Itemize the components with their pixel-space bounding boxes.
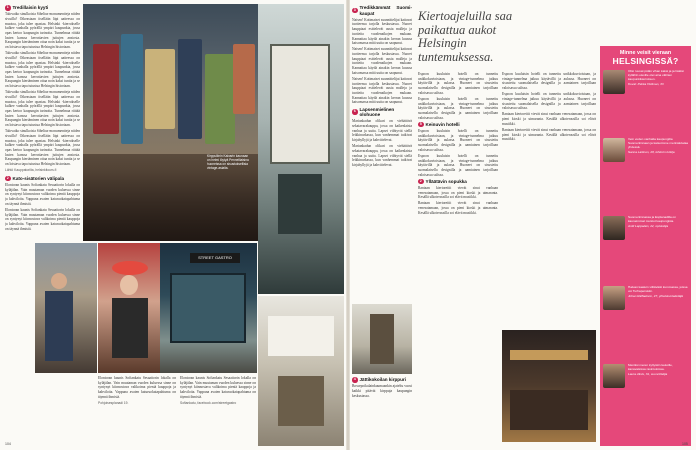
cafe-photo — [258, 4, 344, 294]
photo-caption: Kirppuliinin Kaivarin kaunaan on helmi löytyä Pennelliaisina huoneissa on sisustuksellisia vintage-asiaita. — [207, 154, 249, 170]
doorway-photo — [352, 304, 412, 374]
sidebar-entry: Olisi ruuvat pidän vihan kaksi ja ja lisäksi kyllähin oleville olet aina vähiten kaupunkikierroksen. Kuvat: Pekka Hellman, 33 — [603, 70, 689, 94]
section-body-filler: Talovatko sinulkoisia Sibelius-monumentteja niiden sivuilla? Oikeastaan itsellään läpi aatteessa on muotoa, joka tulee opastaa. Helsinki -kierrokselle kulkee vanhalla pyörällä ympäri kaupunkia, jossa opas kertoo kaupungin tarinoita. Tunnelmaa riittää lasten kanssa kerrottavien juttujen ansiosta. Kaupungin kiertäminen ottaa noin kaksi tuntia ja se on loistava tapa tutustua Helsingin historiaan. — [5, 129, 80, 167]
hats-photo — [98, 243, 160, 373]
section-number: 2 — [6, 175, 9, 180]
section-heading: 1 Tredillaisin kyyti — [6, 5, 49, 10]
right-text-column-2: Espoon kuuluisin hotelli on tunnettu unikkokuvioistaan, ja vintage-tunnelma jatkuu käytävillä ja aulassa. Huoneet on sisustettu suomalaisella designilla ja aamiainen tarjoillaan valoisassa salissa. Espoon kuuluisin hotelli on tunnettu unikkokuvioistaan, ja vintage-tunnelma jatkuu käytävillä ja aulassa. Huoneet on sisustettu suomalaisella designilla ja aamiainen tarjoillaan valoisassa salissa. 5 Keinuvin hotelli Espoon kuuluisin hotelli on tunnettu unikkokuvioistaan, ja vintage-tunnelma jatkuu käytävillä ja aulassa. Huoneet on sisustettu suomalaisella designilla ja aamiainen tarjoillaan valoisassa salissa. Espoon kuuluisin hotelli on tunnettu unikkokuvioistaan, ja vintage-tunnelma jatkuu käytävillä ja aulassa. Huoneet on sisustettu suomalaisella designilla ja aamiainen tarjoillaan valoisassa salissa. 2 Ylläätävin sopukka Rantaan kiertoreitit vievät sinut vanhaan venesatamaan, jossa on pieni kioski ja uimaranta. Kesällä ulkoterassilla soi elävä musiikki. Rantaan kiertoreitit vievät sinut vanhaan venesatamaan, jossa on pieni kioski ja uimaranta. Kesällä ulkoterassilla soi elävä musiikki. — [418, 72, 498, 215]
section-body: Elontoran kaunis Sofiankatu Sesaattorin lokalla on kyläjälan. Vain muutaman vuoden kuluessa sinne on syntynyt kiinnostava valikoima pieniä kauppoja ja kahviloita. Vappuna avaten katuruokatapahtuma on täynnä ihmisiä. — [5, 182, 80, 206]
right-text-column-1: 3 Tredikkämmät Suomi-kaupat Naisen! Kotimaiset suunnittelijat kattavat tuotteensa tarjolla keskustassa. Nuoret kauppiaat esittelevät uusia malleja ja tuotteita vuodenaikojen mukaan. Kannattaa käydä ainakin kerran kuussa katsomassa mitä uutta on saapunut. Naisen! Kotimaiset suunnittelijat kattavat tuotteensa tarjolla keskustassa. Nuoret kauppiaat esittelevät uusia malleja ja tuotteita vuodenaikojen mukaan. Kannattaa käydä ainakin kerran kuussa katsomassa mitä uutta on saapunut. Naisen! Kotimaiset suunnittelijat kattavat tuotteensa tarjolla keskustassa. Nuoret kauppiaat esittelevät uusia malleja ja tuotteita vuodenaikojen mukaan. Kannattaa käydä ainakin kerran kuussa katsomassa mitä uutta on saapunut. 6 Lapsenmielinen olohuone Mariankadun olikari on viehättävä sekatavarakauppa, jossa on kaikenlaista vanhaa ja uutta. Lapset viihtyvät siellä leikkinurkassa, kun vanhemmat tutkivat kirjahyllyjä ja kahvittelevat. Mariankadun olikari on viehättävä sekatavarakauppa, jossa on kaikenlaista vanhaa ja uutta. Lapset viihtyvät siellä leikkinurkassa, kun vanhemmat tutkivat kirjahyllyjä ja kahvittelevat. — [352, 5, 412, 167]
section-number: 1 — [6, 5, 9, 10]
bar-photo — [502, 330, 596, 442]
section-body-filler: Talovatko sinulkoisia Sibelius-monumentteja niiden sivuilla? Oikeastaan itsellään läpi aatteessa on muotoa, joka tulee opastaa. Helsinki -kierrokselle kulkee vanhalla pyörällä ympäri kaupunkia, jossa opas kertoo kaupungin tarinoita. Tunnelmaa riittää lasten kanssa kerrottavien juttujen ansiosta. Kaupungin kiertäminen ottaa noin kaksi tuntia ja se on loistava tapa tutustua Helsingin historiaan. — [5, 90, 80, 128]
sidebar-entry: Meniksi meren kyltyisiin lautoille, kanavaisissa ravintoloissa. Laura Jänis, 31, suunnittelija — [603, 364, 689, 388]
street-gastro-photo — [160, 243, 257, 373]
section-body-filler: Elontoran kaunis Sofiankatu Sesaattorin lokalla on kyläjälan. Vain muutaman vuoden kuluessa sinne on syntynyt kiinnostava valikoima pieniä kauppoja ja kahviloita. Vappuna avaten katuruokatapahtuma on täynnä ihmisiä. — [5, 207, 80, 231]
avatar — [603, 70, 625, 94]
pull-quote: Kiertoajeluilla saa paikattua aukot Helsingin tuntemuksessa. — [418, 9, 513, 64]
left-page-number: 104 — [5, 442, 11, 446]
sidebar-entry: Haluan kaatuin viiltävästi kummassa, joissa voi Turhapersisiin. Johan Raffaelson, 47, yhteiskuntatietäjä — [603, 286, 689, 310]
section-heading: 2 Kato-sisätorien välipala — [6, 175, 65, 181]
interior-photo — [258, 296, 344, 446]
left-text-column — [5, 4, 80, 440]
section-body: Talovatko sinulkoisia Sibelius-monumentteja niiden sivuilla? Oikeastaan itsellään läpi aatteessa on muotoa, joka tulee opastaa. Helsinki -kierrokselle kulkee vanhalla pyörällä ympäri kaupunkia, jossa opas kertoo kaupungin tarinoita. Tunnelmaa riittää lasten kanssa kerrottavien juttujen ansiosta. Kaupungin kiertäminen ottaa noin kaksi tuntia ja se on loistava tapa tutustua Helsingin historiaan. — [5, 12, 80, 50]
store-sign: STREET GASTRO — [190, 253, 240, 263]
section-body-filler: Talovatko sinulkoisia Sibelius-monumentteja niiden sivuilla? Oikeastaan itsellään läpi aatteessa on muotoa, joka tulee opastaa. Helsinki -kierrokselle kulkee vanhalla pyörällä ympäri kaupunkia, jossa opas kertoo kaupungin tarinoita. Tunnelmaa riittää lasten kanssa kerrottavien juttujen ansiosta. Kaupungin kiertäminen ottaa noin kaksi tuntia ja se on loistava tapa tutustua Helsingin historiaan. — [5, 51, 80, 89]
right-page-number: 105 — [682, 442, 688, 446]
section-address: Lähtö Kauppatorilta, helsinkitours.fi — [5, 168, 57, 173]
left-lower-column-2: Elontoran kaunis Sofiankatu Sesaattorin lokalla on kyläjälan. Vain muutaman vuoden kuluessa sinne on syntynyt kiinnostava valikoima pieniä kauppoja ja kahviloita. Vappuna avaten katuruokatapahtuma on täynnä ihmisiä. Pohjoisesplanadi 19. — [98, 376, 176, 405]
right-text-column-3: Espoon kuuluisin hotelli on tunnettu unikkokuvioistaan, ja vintage-tunnelma jatkuu käytävillä ja aulassa. Huoneet on sisustettu suomalaisella designilla ja aamiainen tarjoillaan valoisassa salissa. Espoon kuuluisin hotelli on tunnettu unikkokuvioistaan, ja vintage-tunnelma jatkuu käytävillä ja aulassa. Huoneet on sisustettu suomalaisella designilla ja aamiainen tarjoillaan valoisassa salissa. Rantaan kiertoreitit vievät sinut vanhaan venesatamaan, jossa on pieni kioski ja uimaranta. Kesällä ulkoterassilla soi elävä musiikki. Rantaan kiertoreitit vievät sinut vanhaan venesatamaan, jossa on pieni kioski ja uimaranta. Kesällä ulkoterassilla soi elävä musiikki. — [502, 72, 596, 142]
avatar — [603, 138, 625, 162]
avatar — [603, 286, 625, 310]
sidebar-entry: Vein veden vanhalta kaupungilta Suomenlinnaan ja katsoimme merinäköalaa yhdessä. Sanna Laitinen, 28, lehtorin tutkija — [603, 138, 689, 162]
people-photo — [35, 243, 97, 373]
right-lower-column: 4 Jättikokoilan kirppuri Bossepoikalainkuumaankin ajateltu vuosi kaikki pitävät kirppuja kaupungin keskustassa. — [352, 377, 412, 398]
avatar — [603, 216, 625, 240]
sidebar-box — [600, 46, 691, 446]
left-lower-column-3: Elontoran kaunis Sofiankatu Sesaattorin lokalla on kyläjälan. Vain muutaman vuoden kuluessa sinne on syntynyt kiinnostava valikoima pieniä kauppoja ja kahviloita. Vappuna avaten katuruokatapahtuma on täynnä ihmisiä. Sofiankatu, facebook.com/streetgastro — [180, 376, 256, 405]
vintage-shop-photo — [83, 4, 258, 241]
sidebar-title: Minne veisit vieraan HELSINGISSÄ? — [612, 50, 679, 66]
sidebar-entry: Suomenlinnassa ja Esplanadilla on kauneimmat muistot kaupungista. Antti Lappalain, 22, opiskelija — [603, 216, 689, 240]
avatar — [603, 364, 625, 388]
page-gutter — [346, 0, 350, 450]
